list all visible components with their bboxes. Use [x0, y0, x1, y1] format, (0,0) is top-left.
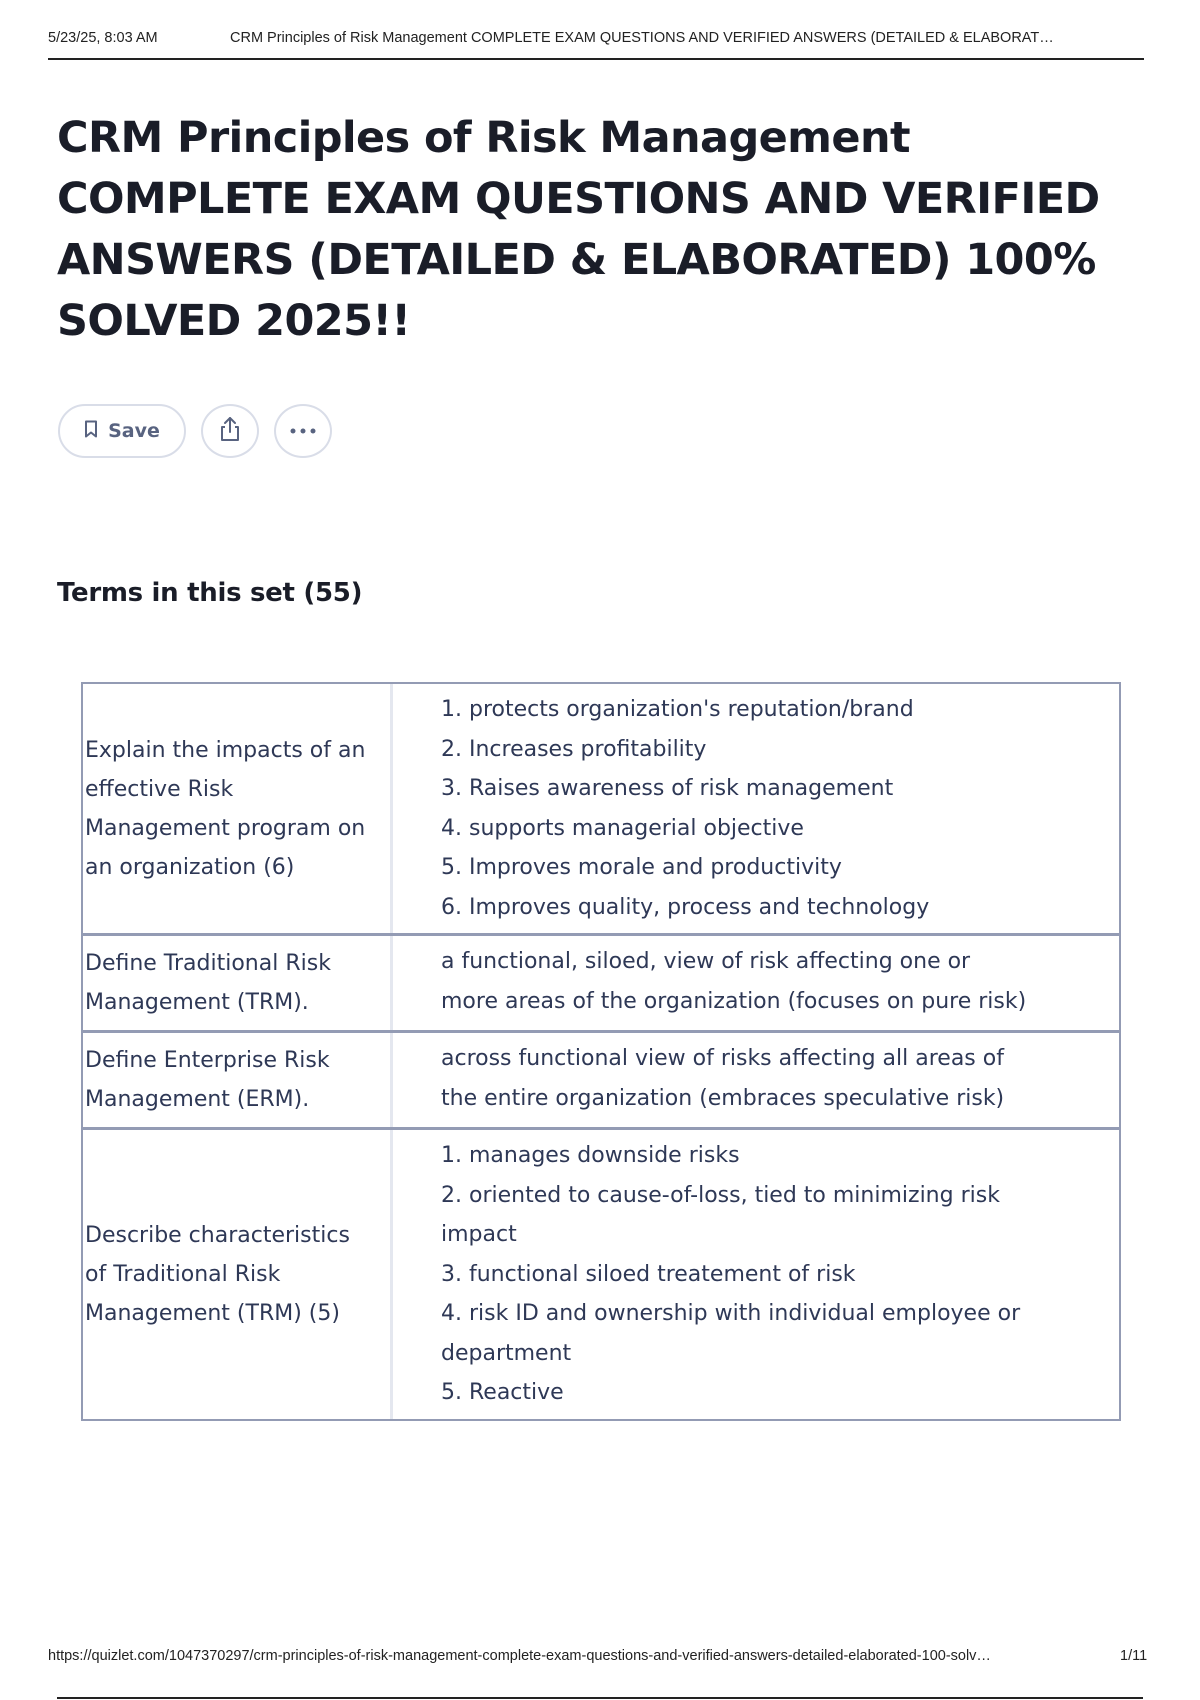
- term-text: Define Traditional Risk Management (TRM).: [85, 951, 331, 1015]
- definition-line: across functional view of risks affecting all areas of the entire organization (embraces speculative risk): [441, 1046, 1005, 1111]
- term-cell: [83, 936, 393, 1030]
- definition-line: 2. Increases profitability: [441, 736, 707, 762]
- term-text: Explain the impacts of an effective Risk Management program on an organization (6): [85, 737, 366, 880]
- term-row: [83, 933, 1119, 1030]
- definition-line: 1. protects organization's reputation/brand: [441, 697, 914, 722]
- term-text: Describe characteristics of Traditional Risk Management (TRM) (5): [85, 1222, 350, 1326]
- definition-line: 2. oriented to cause-of-loss, tied to minimizing risk impact: [441, 1182, 1000, 1247]
- more-horizontal-icon: [289, 422, 317, 440]
- more-options-button[interactable]: [274, 404, 332, 458]
- definition-line: 5. Improves morale and productivity: [441, 855, 842, 880]
- print-header: [48, 28, 1144, 60]
- definition-line: 4. risk ID and ownership with individual employee or department: [441, 1301, 1021, 1366]
- page-url[interactable]: https://quizlet.com/1047370297/crm-principles-of-risk-management-complete-exam-questions-and-verified-answers-detailed-elaborated-100-solv…: [48, 1648, 991, 1664]
- page-title: CRM Principles of Risk Management COMPLETE EXAM QUESTIONS AND VERIFIED ANSWERS (DETAILED & ELABORATED) 100% SOLVED 2025!!: [57, 113, 1100, 346]
- print-date: 5/23/25, 8:03 AM: [48, 30, 158, 46]
- save-button[interactable]: [58, 404, 186, 458]
- terms-heading: Terms in this set (55): [57, 578, 363, 608]
- term-text: Define Enterprise Risk Management (ERM).: [85, 1048, 330, 1112]
- term-cell: [83, 1130, 393, 1419]
- share-icon: [218, 416, 242, 447]
- term-cell: [83, 1033, 393, 1127]
- page-number: 1/11: [1120, 1648, 1148, 1664]
- save-label: Save: [108, 420, 160, 442]
- bookmark-icon: [84, 420, 98, 443]
- terms-table: [81, 682, 1121, 1421]
- term-row: [83, 684, 1119, 933]
- share-button[interactable]: [201, 404, 259, 458]
- term-cell: [83, 684, 393, 933]
- definition-line: 3. functional siloed treatement of risk: [441, 1261, 856, 1287]
- definition-line: 5. Reactive: [441, 1380, 564, 1405]
- term-row: [83, 1030, 1119, 1127]
- definition-cell: [393, 684, 1119, 933]
- term-row: [83, 1127, 1119, 1419]
- definition-cell: [393, 936, 1119, 1030]
- footer-divider: [57, 1697, 1143, 1699]
- definition-line: 3. Raises awareness of risk management: [441, 776, 894, 801]
- definition-line: 1. manages downside risks: [441, 1143, 740, 1168]
- definition-cell: [393, 1033, 1119, 1127]
- print-doc-title: CRM Principles of Risk Management COMPLETE EXAM QUESTIONS AND VERIFIED ANSWERS (DETAILED & ELABORAT…: [230, 30, 1054, 46]
- definition-line: a functional, siloed, view of risk affecting one or more areas of the organization (focuses on pure risk): [441, 949, 1027, 1014]
- definition-line: 4. supports managerial objective: [441, 815, 804, 841]
- definition-line: 6. Improves quality, process and technology: [441, 894, 930, 920]
- definition-cell: [393, 1130, 1119, 1419]
